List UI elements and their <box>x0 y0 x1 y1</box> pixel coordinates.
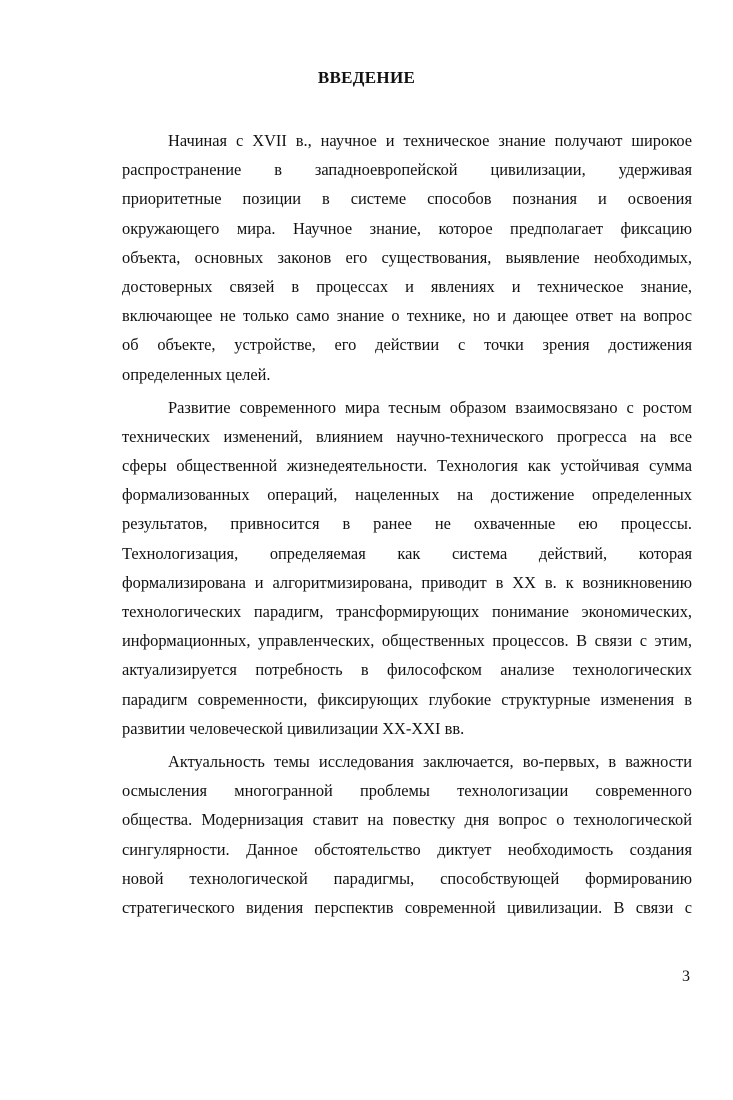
text-line: осмысления многогранной проблемы технологизации современного <box>122 781 692 801</box>
paragraph-3 <box>122 747 692 922</box>
text-line: формализованных операций, нацеленных на достижение определенных <box>122 485 692 505</box>
page-title: ВВЕДЕНИЕ <box>317 68 416 87</box>
text-line: приоритетные позиции в системе способов познания и освоения <box>122 189 692 209</box>
text-line: парадигм современности, фиксирующих глубокие структурные изменения в <box>122 689 692 709</box>
document-body <box>122 126 692 926</box>
text-line: достоверных связей в процессах и явлениях и техническое знание, <box>122 276 692 296</box>
text-line: развитии человеческой цивилизации XX-XXI вв. <box>122 718 465 738</box>
text-line: определенных целей. <box>122 364 271 384</box>
page-number: 3 <box>682 968 690 985</box>
paragraph-2 <box>122 393 692 743</box>
text-line: Развитие современного мира тесным образом взаимосвязано с ростом <box>168 397 692 417</box>
text-line: формализирована и алгоритмизирована, приводит в XX в. к возникновению <box>122 572 692 592</box>
text-line: сферы общественной жизнедеятельности. Технология как устойчивая сумма <box>122 456 692 476</box>
text-line: об объекте, устройстве, его действии с точки зрения достижения <box>122 335 692 355</box>
text-line: Актуальность темы исследования заключается, во-первых, в важности <box>168 751 692 771</box>
text-line: общества. Модернизация ставит на повестку дня вопрос о технологической <box>122 810 692 830</box>
text-line: объекта, основных законов его существования, выявление необходимых, <box>122 247 692 267</box>
text-line: распространение в западноевропейской цивилизации, удерживая <box>122 160 692 180</box>
text-line: технических изменений, влиянием научно-технического прогресса на все <box>122 426 692 446</box>
text-line: окружающего мира. Научное знание, которое предполагает фиксацию <box>122 218 692 238</box>
paragraph-1 <box>122 126 692 389</box>
text-line: актуализируется потребность в философском анализе технологических <box>122 660 692 680</box>
text-line: Начиная с XVII в., научное и техническое знание получают широкое <box>168 131 692 150</box>
text-line: информационных, управленческих, общественных процессов. В связи с этим, <box>122 631 692 651</box>
text-line: технологических парадигм, трансформирующих понимание экономических, <box>122 602 692 621</box>
text-line: Технологизация, определяемая как система действий, которая <box>122 543 692 563</box>
text-line: результатов, привносится в ранее не охваченные ею процессы. <box>122 514 692 534</box>
text-line: стратегического видения перспектив современной цивилизации. В связи с <box>122 897 692 917</box>
text-line: новой технологической парадигмы, способствующей формированию <box>122 868 692 888</box>
text-line: включающее не только само знание о технике, но и дающее ответ на вопрос <box>122 306 692 326</box>
text-line: сингулярности. Данное обстоятельство диктует необходимость создания <box>122 839 692 859</box>
